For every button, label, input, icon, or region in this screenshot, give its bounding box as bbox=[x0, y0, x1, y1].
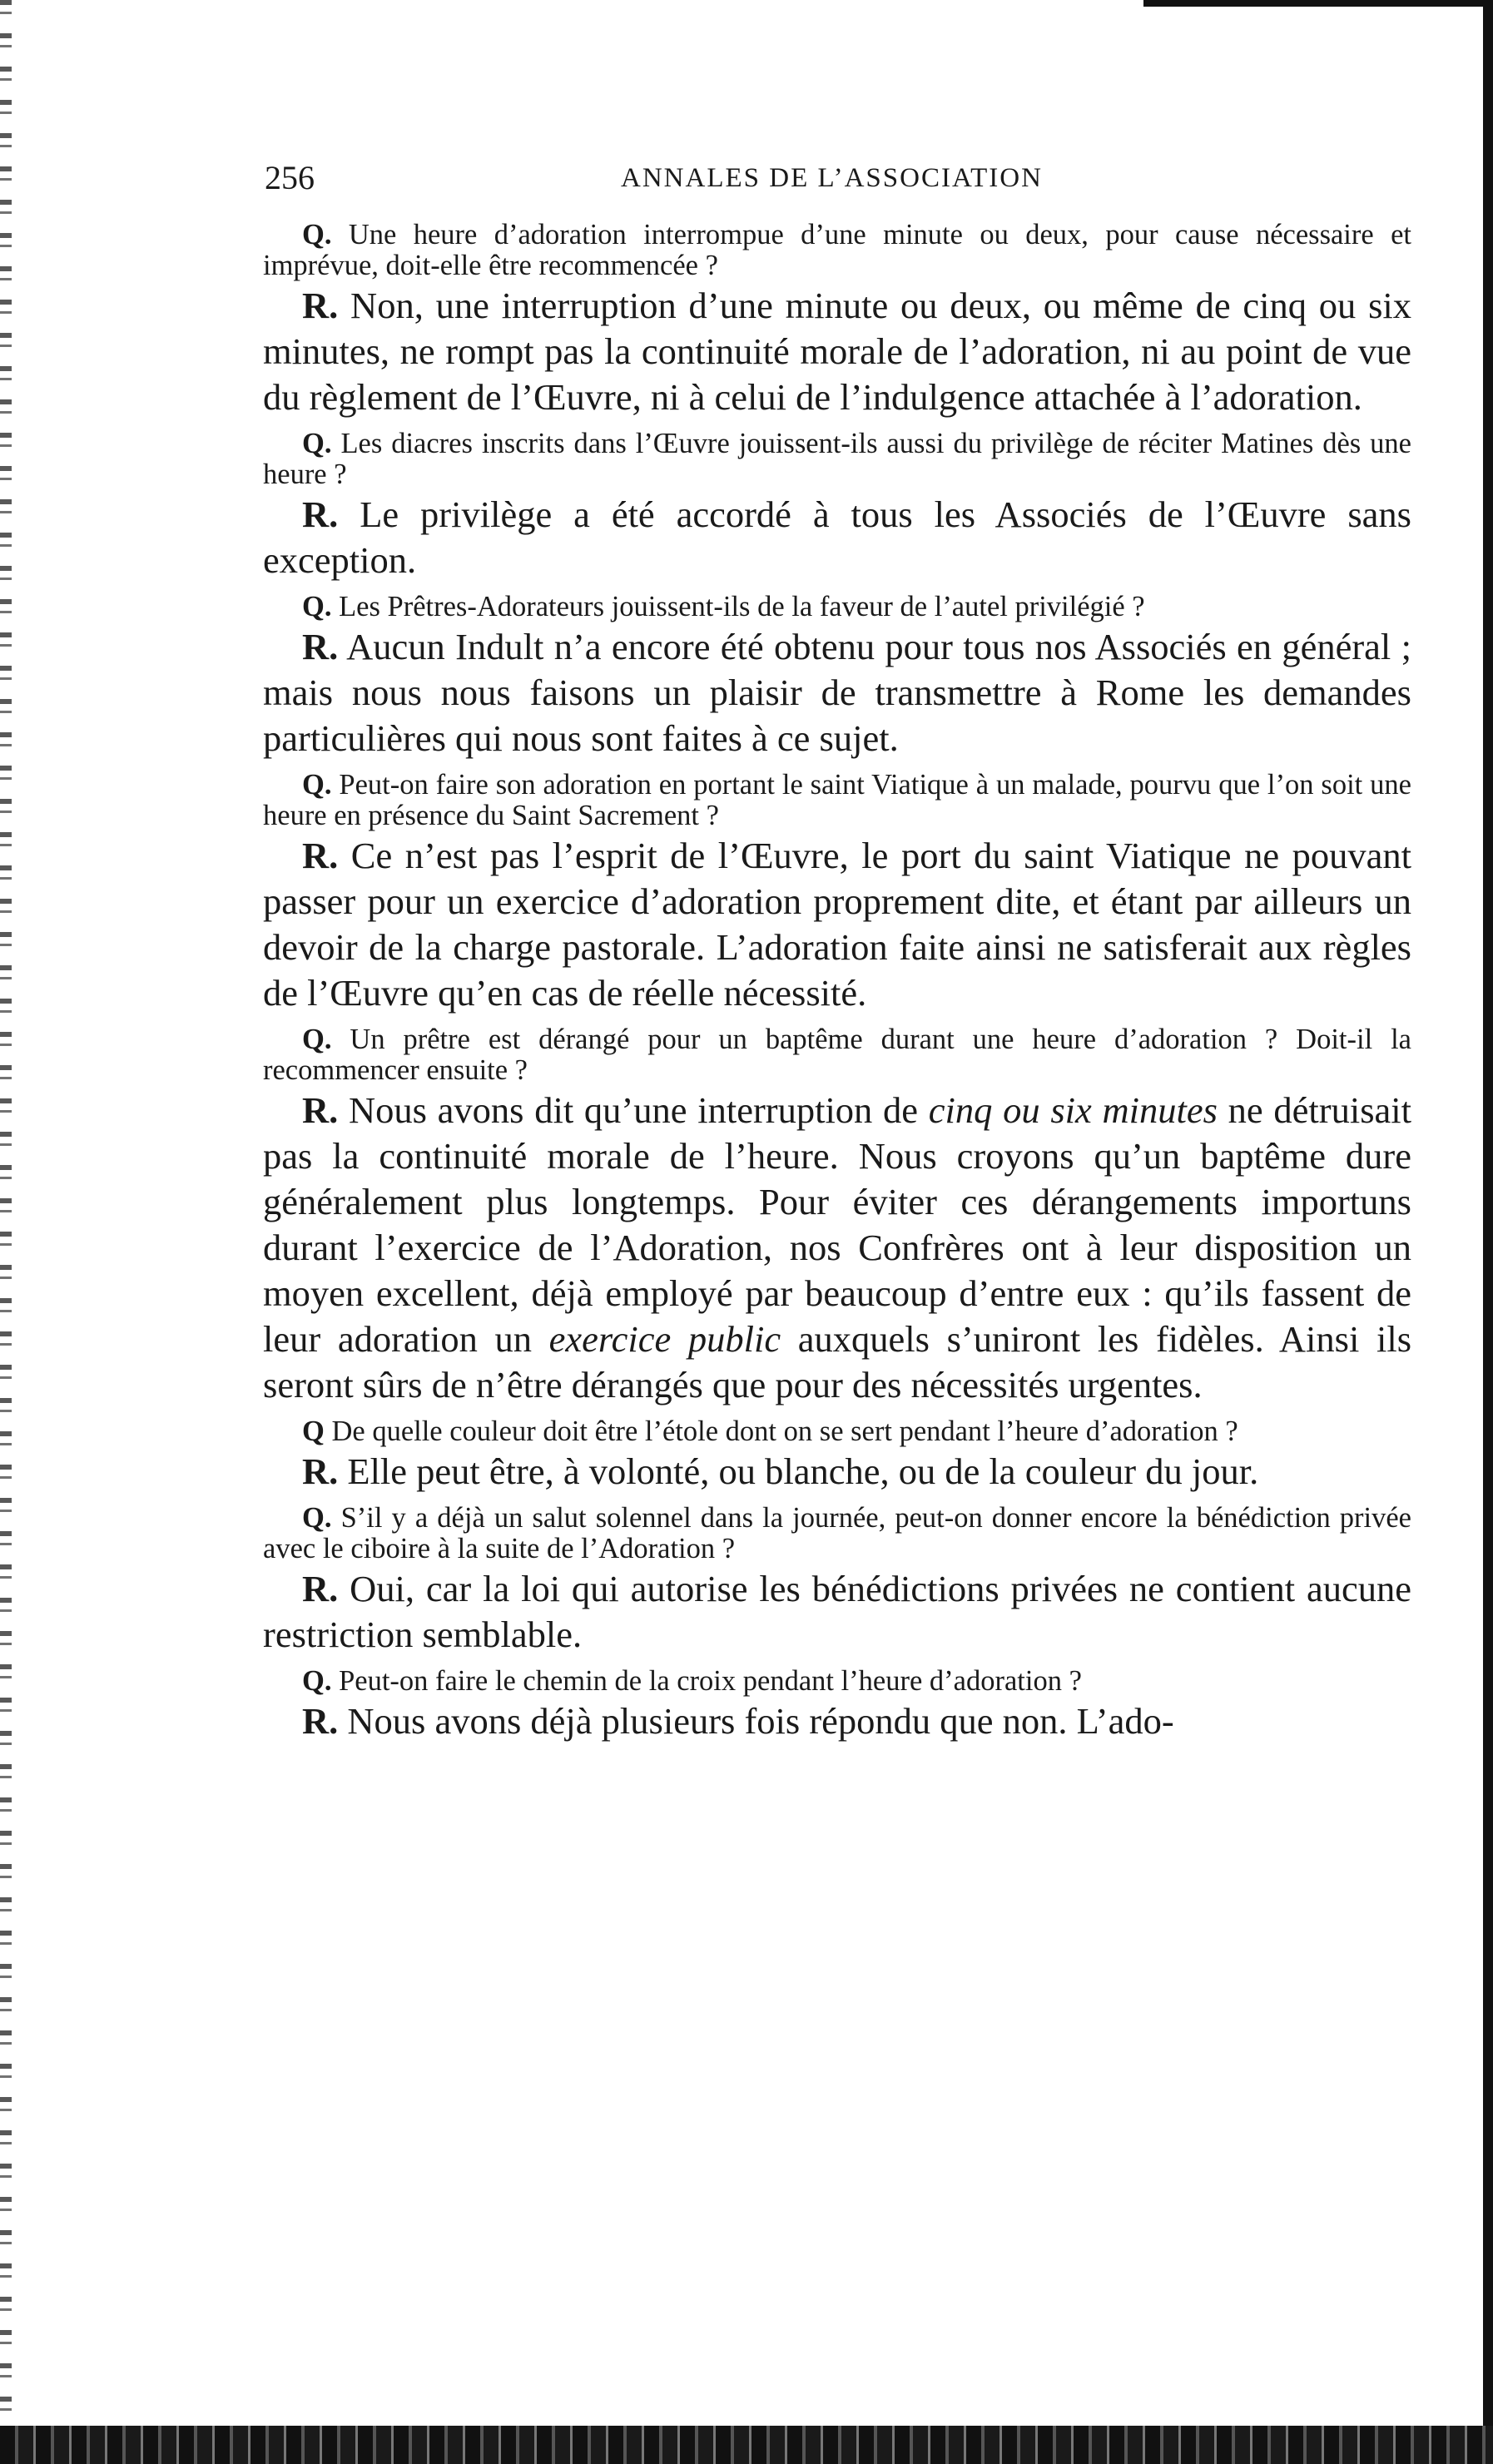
answer-5 bbox=[263, 1088, 1411, 1408]
answer-1 bbox=[263, 283, 1411, 420]
question-4 bbox=[263, 770, 1411, 831]
answer-text-part-b: ne détruisait pas la continuité morale de l’heure. Nous croyons qu’un baptême dure généralement plus longtemps. Pour éviter ces dérangements importuns durant l’exercice de l’Adoration, nos Confrères ont à leur disposition un moyen excellent, déjà employé par beaucoup d’entre eux : qu’ils fassent de leur adoration un bbox=[263, 1089, 1412, 1360]
answer-marker: R. bbox=[302, 1700, 339, 1742]
scan-right-edge bbox=[1483, 0, 1493, 2464]
question-6 bbox=[263, 1416, 1411, 1447]
question-3 bbox=[263, 592, 1411, 622]
question-1 bbox=[263, 220, 1411, 281]
answer-text: Elle peut être, à volonté, ou blanche, ou de la couleur du jour. bbox=[338, 1450, 1259, 1492]
answer-7 bbox=[263, 1566, 1411, 1658]
question-8 bbox=[263, 1666, 1411, 1697]
answer-marker: R. bbox=[302, 493, 339, 535]
question-text: Peut-on faire le chemin de la croix pendant l’heure d’adoration ? bbox=[331, 1665, 1082, 1697]
question-marker: Q bbox=[302, 1415, 325, 1447]
answer-marker: R. bbox=[302, 1450, 339, 1492]
answer-4 bbox=[263, 833, 1411, 1016]
question-marker: Q. bbox=[302, 769, 332, 801]
question-text: S’il y a déjà un salut solennel dans la journée, peut-on donner encore la bénédiction privée avec le ciboire à la suite de l’Adoration ? bbox=[263, 1502, 1411, 1564]
answer-text: Nous avons déjà plusieurs fois répondu que non. L’ado- bbox=[338, 1700, 1174, 1742]
answer-italic-b: exercice public bbox=[548, 1318, 781, 1360]
question-marker: Q. bbox=[302, 591, 332, 622]
question-text: Une heure d’adoration interrompue d’une minute ou deux, pour cause nécessaire et imprévue, doit-elle être recommencée ? bbox=[263, 219, 1411, 281]
answer-marker: R. bbox=[302, 626, 339, 667]
question-5 bbox=[263, 1024, 1411, 1086]
answer-marker: R. bbox=[302, 285, 339, 326]
book-page bbox=[263, 158, 1411, 1753]
running-title: ANNALES DE L’ASSOCIATION bbox=[621, 163, 1043, 193]
question-text: De quelle couleur doit être l’étole dont on se sert pendant l’heure d’adoration ? bbox=[324, 1415, 1238, 1447]
question-marker: Q. bbox=[302, 1502, 332, 1534]
page-header bbox=[263, 158, 1411, 213]
scan-top-edge bbox=[1143, 0, 1493, 7]
question-marker: Q. bbox=[302, 1024, 332, 1055]
answer-marker: R. bbox=[302, 1568, 339, 1609]
answer-2 bbox=[263, 492, 1411, 583]
question-2 bbox=[263, 429, 1411, 490]
scan-left-edge bbox=[0, 0, 12, 2464]
answer-italic-a: cinq ou six minutes bbox=[928, 1089, 1218, 1131]
answer-text: Non, une interruption d’une minute ou deux, ou même de cinq ou six minutes, ne rompt pas la continuité morale de l’adoration, ni au point de vue du règlement de l’Œuvre, ni à celui de l’indulgence attachée à l’adoration. bbox=[263, 285, 1411, 418]
question-marker: Q. bbox=[302, 1665, 332, 1697]
question-text: Les Prêtres-Adorateurs jouissent-ils de la faveur de l’autel privilégié ? bbox=[331, 591, 1145, 622]
answer-3 bbox=[263, 624, 1411, 761]
page-number: 256 bbox=[265, 159, 315, 196]
answer-text-part-c: auxquels s’uniront les fidèles. Ainsi ils seront sûrs de n’être dérangés que pour des nécessités urgentes. bbox=[263, 1318, 1412, 1406]
question-marker: Q. bbox=[302, 219, 332, 250]
answer-8 bbox=[263, 1698, 1411, 1744]
question-marker: Q. bbox=[302, 428, 332, 459]
answer-text: Oui, car la loi qui autorise les bénédictions privées ne contient aucune restriction semblable. bbox=[263, 1568, 1411, 1655]
question-7 bbox=[263, 1503, 1411, 1564]
question-text: Peut-on faire son adoration en portant le saint Viatique à un malade, pourvu que l’on soit une heure en présence du Saint Sacrement ? bbox=[263, 769, 1411, 831]
question-text: Les diacres inscrits dans l’Œuvre jouissent-ils aussi du privilège de réciter Matines dès une heure ? bbox=[263, 428, 1411, 490]
answer-marker: R. bbox=[302, 835, 339, 876]
answer-text: Le privilège a été accordé à tous les Associés de l’Œuvre sans exception. bbox=[263, 493, 1411, 581]
answer-6 bbox=[263, 1449, 1411, 1495]
answer-marker: R. bbox=[302, 1089, 339, 1131]
scan-bottom-edge bbox=[0, 2426, 1493, 2464]
answer-text-part-a: Nous avons dit qu’une interruption de bbox=[338, 1089, 929, 1131]
answer-text: Aucun Indult n’a encore été obtenu pour tous nos Associés en général ; mais nous nous faisons un plaisir de transmettre à Rome les demandes particulières qui nous sont faites à ce sujet. bbox=[263, 626, 1411, 759]
question-text: Un prêtre est dérangé pour un baptême durant une heure d’adoration ? Doit-il la recommencer ensuite ? bbox=[263, 1024, 1411, 1086]
answer-text: Ce n’est pas l’esprit de l’Œuvre, le port du saint Viatique ne pouvant passer pour un exercice d’adoration proprement dite, et étant par ailleurs un devoir de la charge pastorale. L’adoration faite ainsi ne satisferait aux règles de l’Œuvre qu’en cas de réelle nécessité. bbox=[263, 835, 1411, 1014]
